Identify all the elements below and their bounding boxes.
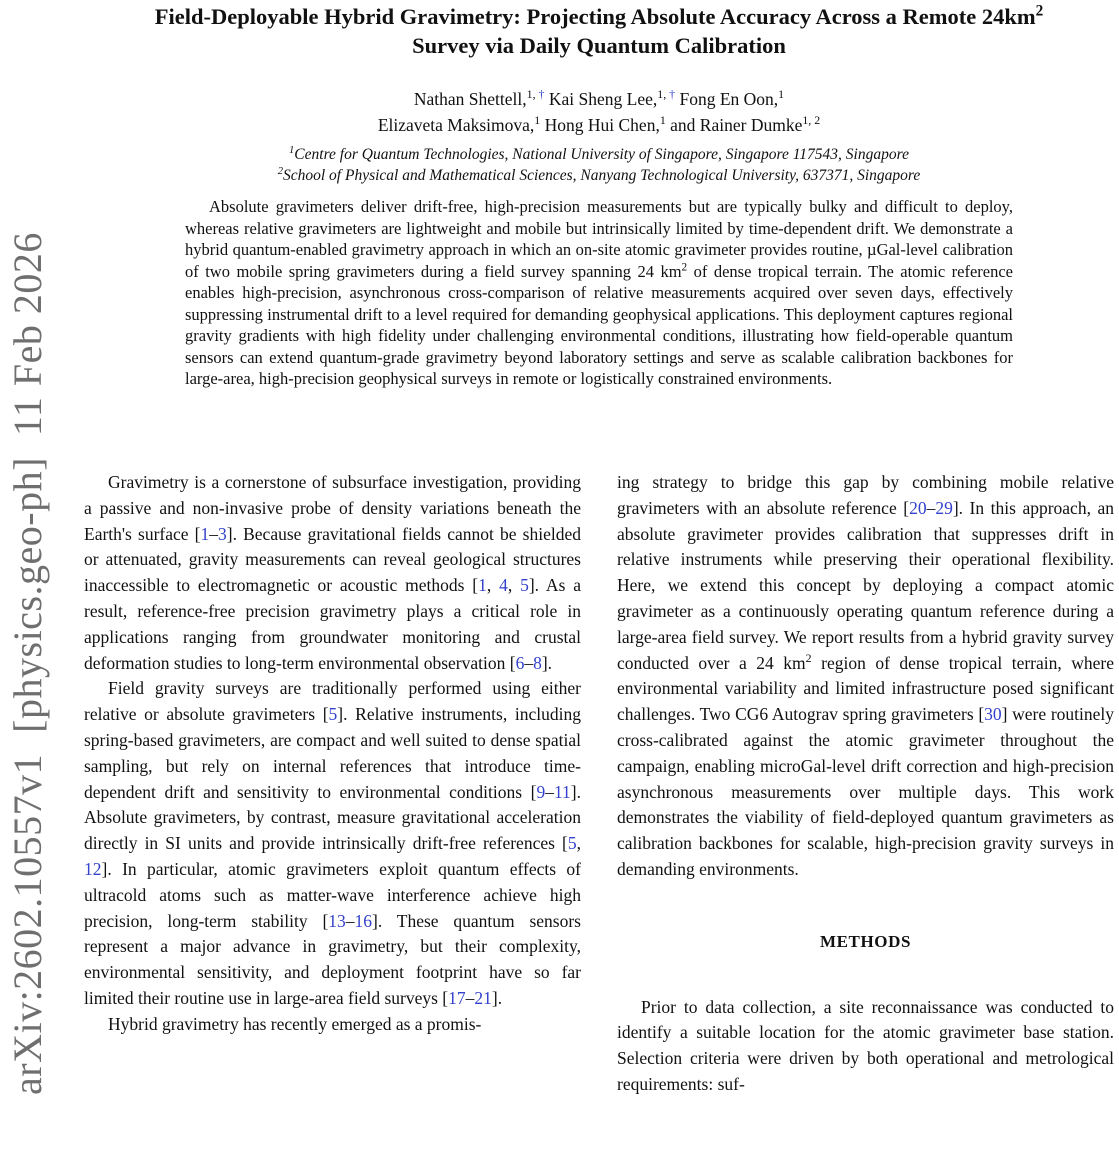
citation-link[interactable]: 4 [499,575,508,596]
author-line-2: Elizaveta Maksimova,$^1$ Hong Hui Chen,$^1$ and Rainer Dumke$^{1, 2}$ [377,113,821,135]
right-column [617,470,1114,1098]
paragraph: Gravimetry is a cornerstone of subsurface investigation, providing a passive and non-invasive probe of density variations beneath the Earth's surface [1–3]. Because gravitational fields cannot be shielded or attenuated, gravity measurements can reveal geological structures inaccessible to electromagnetic or acoustic methods [1, 4, 5]. As a result, reference-free precision gravimetry plays a critical role in applications ranging from groundwater monitoring and crustal deformation studies to long-term environmental observation [6–8]. [84,472,581,673]
citation-link[interactable]: 29 [935,497,953,518]
abstract: Absolute gravimeters deliver drift-free, high-precision measurements but are typically bulky and difficult to deploy, whereas relative gravimeters are lightweight and mobile but intrinsically limited by time-dependent drift. We demonstrate a hybrid quantum-enabled gravimetry approach in which an on-site atomic gravimeter provides routine, µGal-level calibration of two mobile spring gravimeters during a field survey spanning 24 $km^2$ of dense tropical terrain. The atomic reference enables high-precision, asynchronous cross-comparison of relative measurements acquired over seven days, effectively suppressing instrumental drift to a level required for demanding geophysical applications. This deployment captures regional gravity gradients with high fidelity under challenging environmental conditions, illustrating how field-operable quantum sensors can extend quantum-grade gravimetry beyond laboratory settings and serve as scalable calibration backbones for large-area, high-precision geophysical surveys in remote or logistically constrained environments. [185,197,1013,388]
footnote-dagger-link[interactable]: † [669,87,676,102]
citation-link[interactable]: 17 [448,987,466,1008]
affiliation-2: $^2$School of Physical and Mathematical Sciences, Nanyang Technological University, 637371, Singapore [277,165,921,184]
citation-link[interactable]: 3 [218,523,227,544]
citation-link[interactable]: 13 [328,910,346,931]
paper-header [84,0,1114,186]
citation-link[interactable]: 16 [354,910,373,931]
affiliation-block [84,144,1114,186]
author-line-1: Nathan Shettell,$^{1, \dagger}$ Kai Sheng Lee,$^{1, \dagger}$ Fong En Oon,$^1$ [413,87,785,109]
citation-link[interactable]: 1 [200,523,210,544]
citation-link[interactable]: 21 [474,987,492,1008]
citation-link[interactable]: 5 [328,704,338,725]
citation-link[interactable]: 5 [520,575,529,596]
citation-link[interactable]: 1 [478,575,487,596]
citation-link[interactable]: 6 [515,652,525,673]
left-column [84,470,581,1038]
citation-link[interactable]: 8 [533,652,542,673]
paragraph: Field gravity surveys are traditionally performed using either relative or absolute gravimeters [5]. Relative instruments, including spring-based gravimeters, are compact and well suited to dense spatial sampling, but rely on internal references that introduce time-dependent drift and sensitivity to environmental conditions [9–11]. Absolute gravimeters, by contrast, measure gravitational acceleration directly in SI units and provide intrinsically drift-free references [5, 12]. In particular, atomic gravimeters exploit quantum effects of ultracold atoms such as matter-wave interference achieve high precision, long-term stability [13–16]. These quantum sensors represent a major advance in gravimetry, but their complexity, environmental sensitivity, and deployment footprint have so far limited their routine use in large-area field surveys [17–21]. [84,678,582,1008]
paragraph: Hybrid gravimetry has recently emerged as a promis- [108,1013,482,1034]
paragraph: Prior to data collection, a site reconnaissance was conducted to identify a suitable location for the atomic gravimeter base station. Selection criteria were driven by both operational and metrological requirements: suf- [617,996,1114,1094]
citation-link[interactable]: 12 [84,858,102,879]
affiliation-1: $^1$Centre for Quantum Technologies, National University of Singapore, Singapore 117543, Singapore [289,144,909,163]
citation-link[interactable]: 20 [909,497,927,518]
author-block [84,86,1114,138]
paragraph: ing strategy to bridge this gap by combining mobile relative gravimeters with an absolute reference [20–29]. In this approach, an absolute gravimeter provides calibration that suppresses drift in relative instruments while preserving their operational flexibility. Here, we extend this concept by deploying a compact atomic gravimeter as a continuously operating quantum reference during a large-area field survey. We report results from a hybrid gravity survey conducted over a 24 $km^2$ region of dense tropical terrain, where environmental variability and limited infrastructure posed significant challenges. Two CG6 Autograv spring gravimeters [30] were routinely cross-calibrated against the atomic gravimeter throughout the campaign, enabling microGal-level drift correction and high-precision asynchronous measurements over multiple days. This work demonstrates the viability of field-deployed quantum gravimeters as calibration backbones for scalable, high-precision gravity surveys in demanding environments. [617,472,1115,879]
section-heading-methods: METHODS [819,931,912,951]
citation-link[interactable]: 9 [536,781,546,802]
footnote-dagger-link[interactable]: † [538,87,545,102]
paper-title: Field-Deployable Hybrid Gravimetry: Projecting Absolute Accuracy Across a Remote $24km^2$ Survey via Daily Quantum Calibration [154,2,1044,58]
citation-link[interactable]: 5 [567,833,577,854]
citation-link[interactable]: 11 [553,781,571,802]
citation-link[interactable]: 30 [984,704,1002,725]
arxiv-watermark: arXiv:2602.10557v1 [physics.geo-ph] 11 Feb 2026 [5,232,50,1095]
